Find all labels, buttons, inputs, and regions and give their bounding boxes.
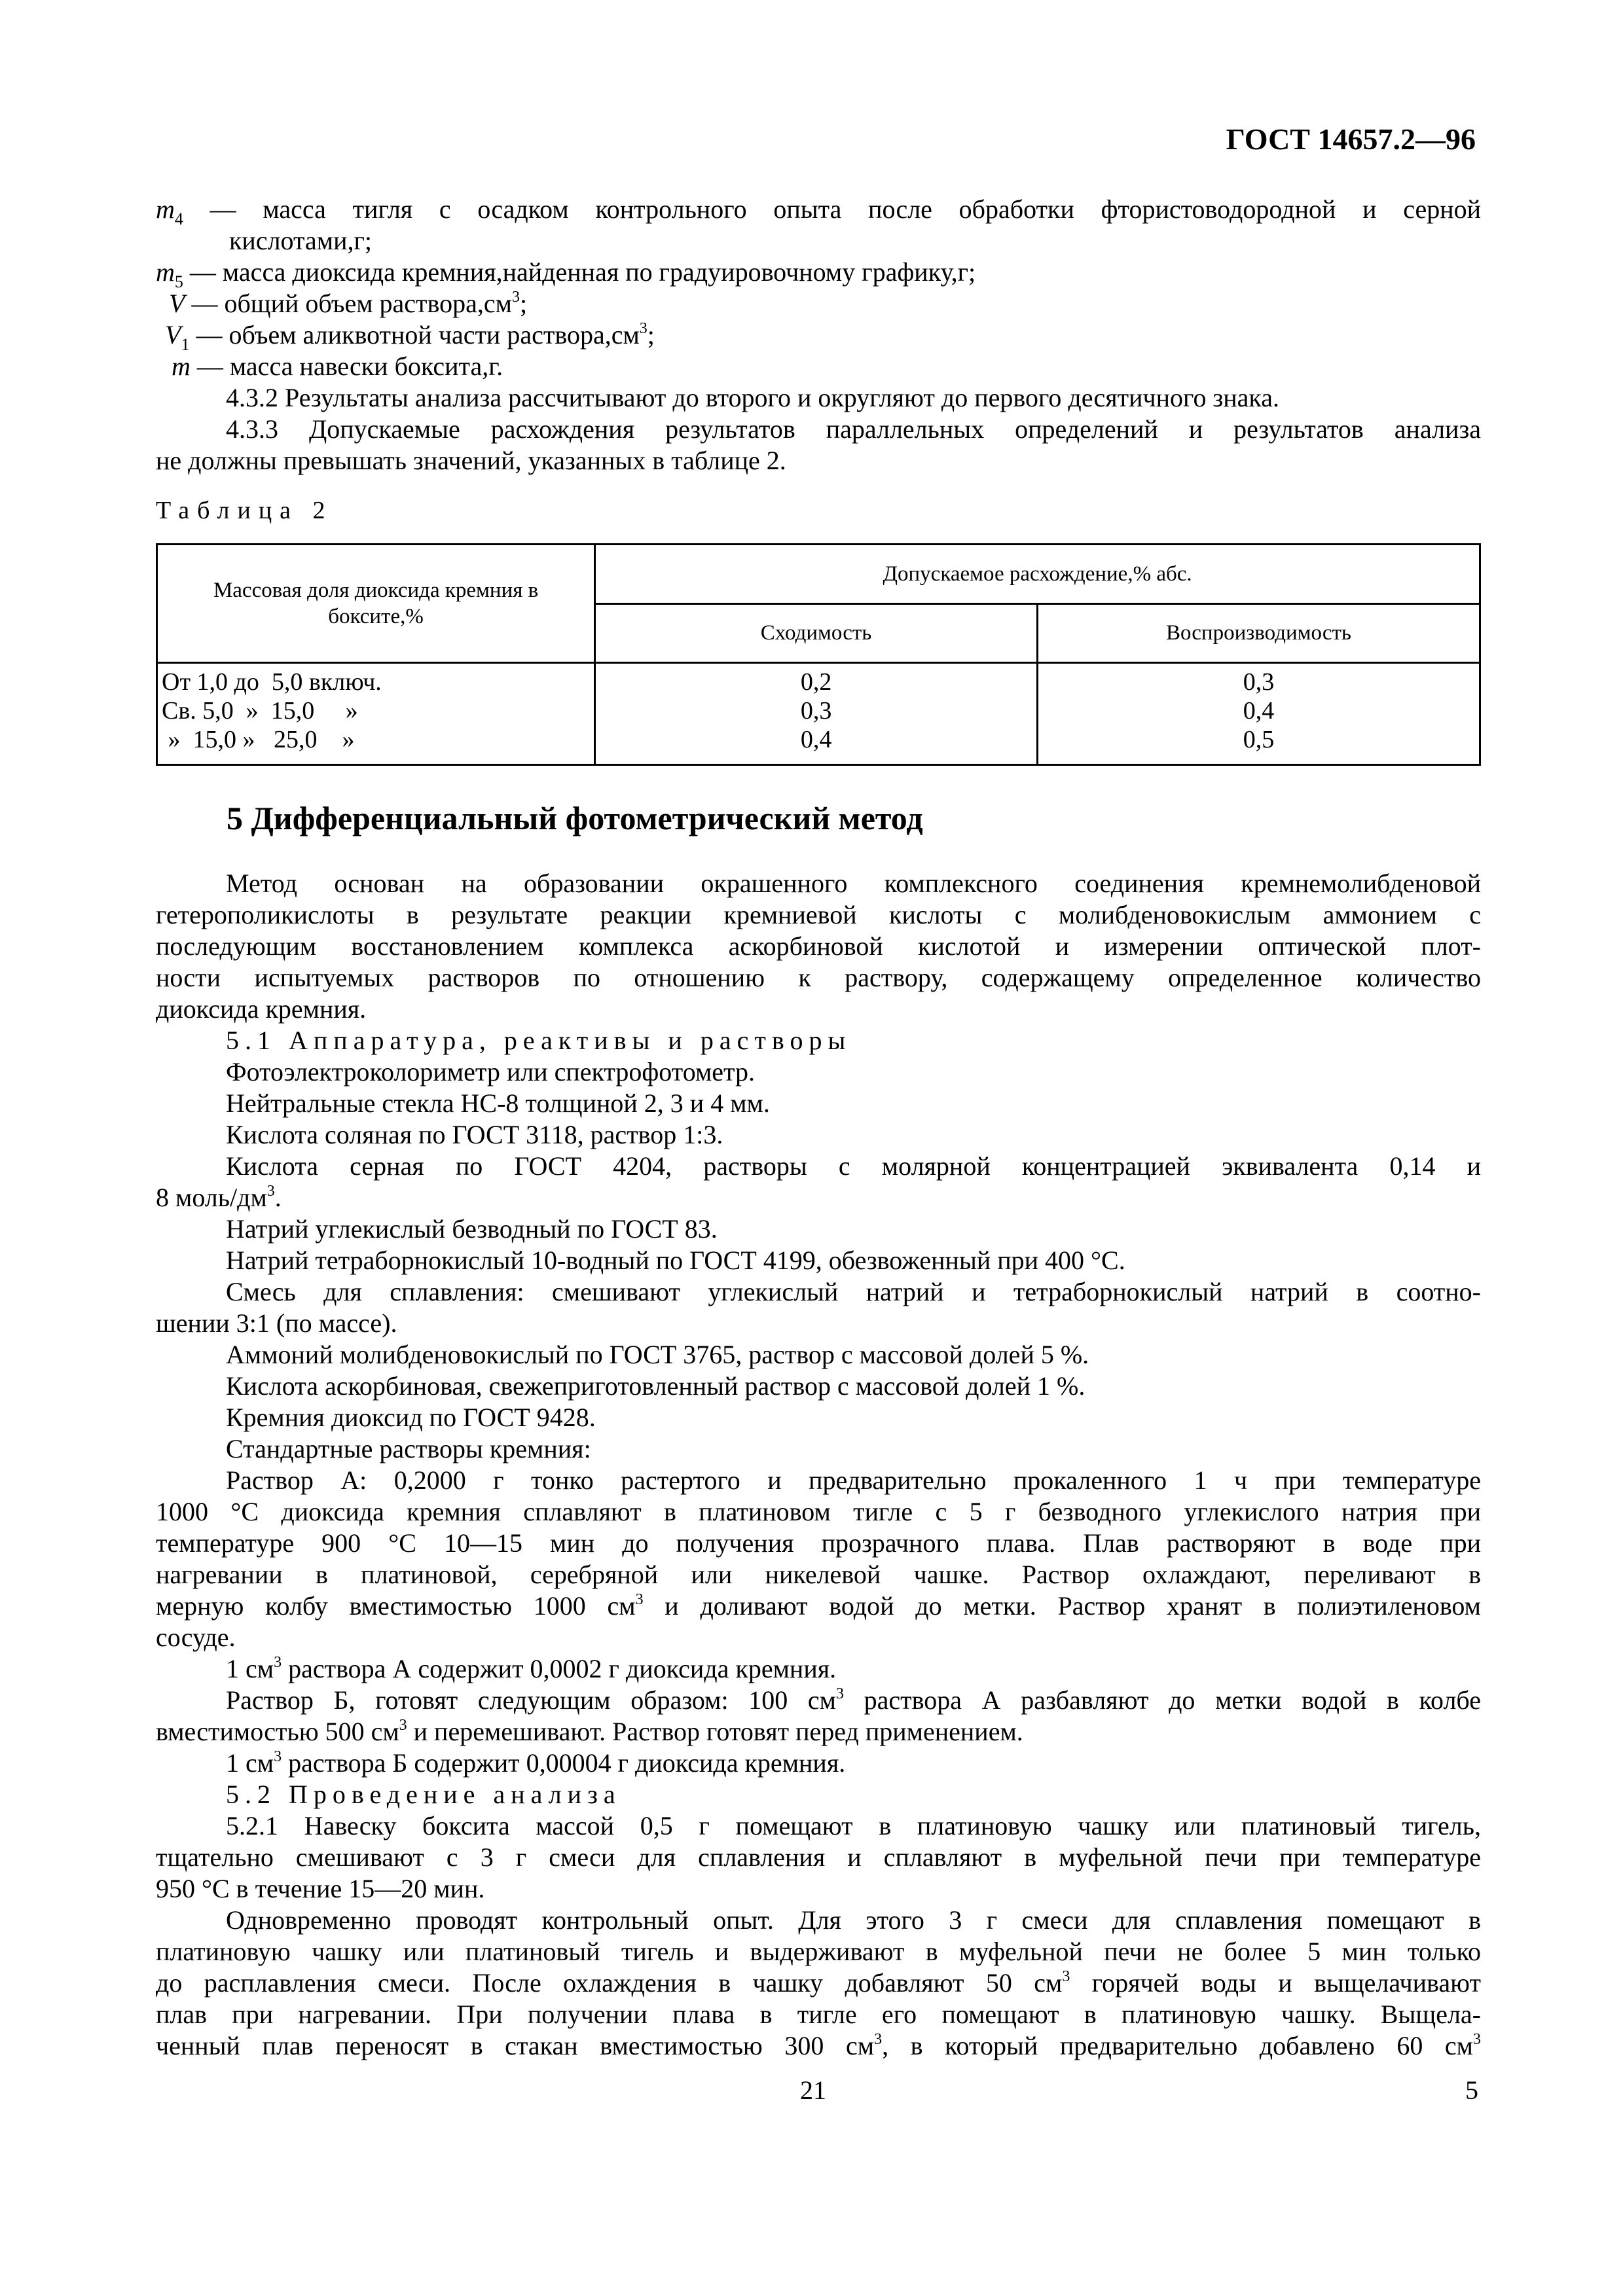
intro-line-2: гетерополикислоты в результате реакции кремниевой кислоты с молибденовокислым аммонием с (156, 900, 1481, 929)
control-line1: Одновременно проводят контрольный опыт. Для этого 3 г смеси для сплавления помещают в (226, 1905, 1481, 1935)
solution-a-line2: 1000 °С диоксида кремния сплавляют в платиновом тигле с 5 г безводного углекислого натрия при (156, 1497, 1481, 1526)
solution-a-line1: Раствор А: 0,2000 г тонко растертого и предварительно прокаленного 1 ч при температуре (226, 1465, 1481, 1495)
reagent-4-line1: Кислота серная по ГОСТ 4204, растворы с молярной концентрацией эквивалента 0,14 и (226, 1151, 1481, 1181)
reagent-3: Кислота соляная по ГОСТ 3118, раствор 1:3. (226, 1120, 723, 1149)
solution-b-line1: Раствор Б, готовят следующим образом: 100 $см^3$ раствора А разбавляют до метки водой в колбе (226, 1685, 1481, 1715)
subsection-5-2-heading: 5.2 Проведение анализа (226, 1780, 621, 1809)
section-5-heading: 5 Дифференциальный фотометрический метод (227, 800, 923, 836)
symbol: m (156, 194, 175, 224)
col-header-reproducibility: Воспроизводимость (1037, 604, 1480, 663)
table-row-1-range: От 1,0 до 5,0 включ. (162, 668, 382, 696)
definition-m5: $m_5$ — масса диоксида кремния,найденная по градуировочному графику,г; (156, 257, 976, 291)
solution-b-line2: вместимостью 500 $см^3$ и перемешивают. Раствор готовят перед применением. (156, 1717, 1023, 1746)
solution-a-line6: сосуде. (156, 1623, 236, 1652)
reagent-2: Нейтральные стекла НС-8 толщиной 2, 3 и 4 мм. (226, 1088, 770, 1118)
solution-a-line5: мерную колбу вместимостью 1000 $см^3$ и доливают водой до метки. Раствор хранят в полиэтиленовом (156, 1591, 1481, 1621)
table-cell-reproducibility: 0,3 0,4 0,5 (1037, 663, 1480, 765)
tolerance-table (156, 543, 1481, 766)
table-cell-ranges (157, 663, 595, 765)
p-5-2-1-line1: 5.2.1 Навеску боксита массой 0,5 г помещают в платиновую чашку или платиновый тигель, (226, 1811, 1481, 1840)
table-row-3-range: » 15,0 » 25,0 » (162, 726, 355, 753)
table-row-2-range: Св. 5,0 » 15,0 » (162, 697, 358, 725)
paragraph-4-3-2: 4.3.2 Результаты анализа рассчитывают до второго и округляют до первого десятичного знака. (226, 383, 1280, 412)
definition-m4: $m_4$ — масса тигля с осадком контрольного опыта после обработки фтористоводородной и серной (156, 194, 1481, 225)
intro-line-1: Метод основан на образовании окрашенного комплексного соединения кремнемолибденовой (226, 869, 1481, 898)
p-5-2-1-line2: тщательно смешивают с 3 г смеси для сплавления и сплавляют в муфельной печи при температуре (156, 1842, 1481, 1872)
solution-a-line3: температуре 900 °С 10—15 мин до получения прозрачного плава. Плав растворяют в воде при (156, 1528, 1481, 1558)
p-5-2-1-line3: 950 °С в течение 15—20 мин. (156, 1874, 485, 1903)
solution-a-line4: нагревании в платиновой, серебряной или никелевой чашке. Раствор охлаждают, переливают в (156, 1560, 1481, 1589)
reagent-1: Фотоэлектроколориметр или спектрофотометр. (226, 1057, 756, 1086)
reagent-10: Кремния диоксид по ГОСТ 9428. (226, 1403, 596, 1432)
page-number-center: 21 (800, 2075, 826, 2105)
solution-b-content: 1 $см^3$ раствора Б содержит 0,00004 г диоксида кремния. (226, 1748, 846, 1778)
definition-v: V — общий объем $раствора,см^3$; (169, 289, 528, 318)
reagent-8: Аммоний молибденовокислый по ГОСТ 3765, раствор с массовой долей 5 %. (226, 1340, 1089, 1369)
page-number-right: 5 (1465, 2075, 1478, 2105)
solution-a-content: 1 $см^3$ раствора А содержит 0,0002 г диоксида кремния. (226, 1654, 837, 1683)
reagent-11: Стандартные растворы кремния: (226, 1434, 591, 1463)
document-code-header: ГОСТ 14657.2—96 (1226, 122, 1476, 156)
col-group-header-tolerance: Допускаемое расхождение,% абс. (595, 545, 1480, 604)
paragraph-4-3-3-line1: 4.3.3 Допускаемые расхождения результатов параллельных определений и результатов анализа (226, 414, 1481, 444)
control-line2: платиновую чашку или платиновый тигель и выдерживают в муфельной печи не более 5 мин только (156, 1937, 1481, 1966)
reagent-5: Натрий углекислый безводный по ГОСТ 83. (226, 1214, 718, 1244)
control-line5: ченный плав переносят в стакан вместимостью 300 $см^3$, в который предварительно добавлено 60 $см^3$ (156, 2031, 1481, 2060)
intro-line-4: ности испытуемых растворов по отношению к раствору, содержащему определенное количество (156, 963, 1481, 992)
definition-m4-continued: кислотами,г; (229, 226, 372, 255)
definition-v1: $V_1$ — объем аликвотной части $раствора,см^3$; (165, 320, 655, 354)
reagent-6: Натрий тетраборнокислый 10-водный по ГОСТ 4199, обезвоженный при 400 °С. (226, 1246, 1125, 1275)
subsection-5-1-heading: 5.1 Аппаратура, реактивы и растворы (226, 1026, 852, 1055)
col-header-convergence: Сходимость (595, 604, 1038, 663)
reagent-7-line2: шении 3:1 (по массе). (156, 1308, 397, 1338)
control-line4: плав при нагревании. При получении плава в тигле его помещают в платиновую чашку. Выщела- (156, 2000, 1481, 2029)
definition-m: m — масса навески боксита,г. (172, 351, 503, 381)
control-line3: до расплавления смеси. После охлаждения в чашку добавляют 50 $см^3$ горячей воды и выщелачивают (156, 1968, 1481, 1998)
definition-text: — масса тигля с осадком контрольного опыта после обработки фтористоводородной и серной (210, 194, 1481, 224)
intro-line-3: последующим восстановлением комплекса аскорбиновой кислотой и измерении оптической плот- (156, 931, 1481, 961)
table-cell-convergence: 0,2 0,3 0,4 (595, 663, 1038, 765)
intro-line-5: диоксида кремния. (156, 994, 367, 1024)
reagent-9: Кислота аскорбиновая, свежеприготовленный раствор с массовой долей 1 %. (226, 1371, 1085, 1401)
reagent-4-line2: 8 моль/$дм^3$. (156, 1183, 282, 1212)
reagent-7-line1: Смесь для сплавления: смешивают углекислый натрий и тетраборнокислый натрий в соотно- (226, 1277, 1481, 1306)
table-caption: Таблица 2 (156, 497, 333, 524)
col-header-mass-fraction: Массовая доля диоксида кремния в боксите,% (157, 545, 595, 663)
paragraph-4-3-3-line2: не должны превышать значений, указанных в таблице 2. (156, 446, 786, 475)
